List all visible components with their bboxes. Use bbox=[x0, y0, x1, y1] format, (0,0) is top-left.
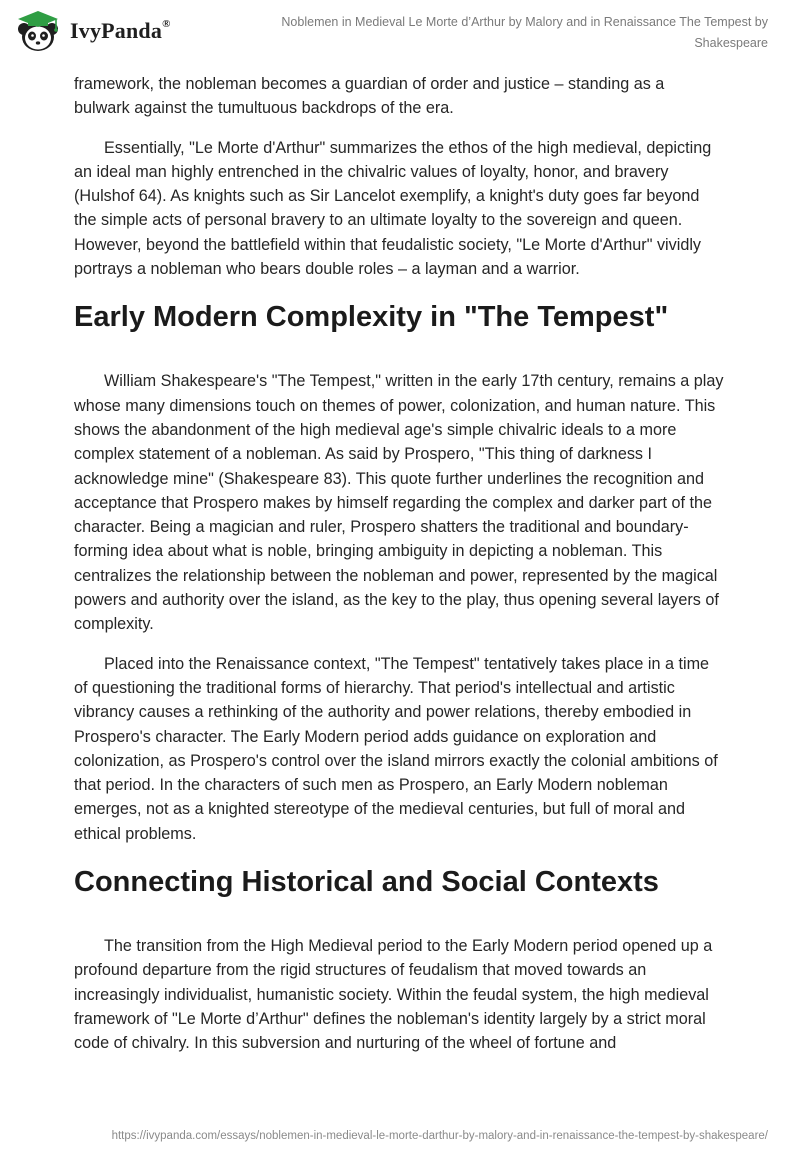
paragraph: Placed into the Renaissance context, "The Tempest" tentatively takes place in a time of questioning the traditional forms of hierarchy. That period's intellectual and artistic vibrancy causes a rethinking of the authority and power relations, thereby embodied in Prospero's character. The Early Modern period adds guidance on exploration and colonization, as Prospero's control over the island mirrors exactly the colonial ambitions of that period. In the characters of such men as Prospero, an Early Modern nobleman emerges, not as a knighted stereotype of the medieval centuries, but full of moral and ethical problems. bbox=[74, 654, 718, 843]
document-title: Noblemen in Medieval Le Morte d’Arthur by Malory and in Renaissance The Tempest by Shakespeare bbox=[281, 15, 768, 50]
ivypanda-logo[interactable] bbox=[12, 9, 171, 53]
section-heading: Early Modern Complexity in "The Tempest" bbox=[74, 301, 669, 334]
page-header bbox=[0, 0, 800, 64]
source-url[interactable]: https://ivypanda.com/essays/noblemen-in-medieval-le-morte-darthur-by-malory-and-in-renaissance-the-tempest-by-shakespeare/ bbox=[111, 1130, 768, 1142]
paragraph: William Shakespeare's "The Tempest," written in the early 17th century, remains a play whose many dimensions touch on themes of power, colonization, and human nature. This shows the abandonment of the high medieval age's simple chivalric ideals to a more complex statement of a nobleman. As said by Prospero, "This thing of darkness I acknowledge mine" (Shakespeare 83). This quote further underlines the recognition and acceptance that Prospero makes by himself regarding the complex and darker part of the character. Being a magician and ruler, Prospero shatters the traditional and boundary-forming idea about what is noble, bringing ambiguity in depicting a nobleman. This centralizes the relationship between the nobleman and power, represented by the magical powers and authority over the island, as the key to the play, thus opening several layers of complexity. bbox=[74, 372, 724, 634]
brand-text: IvyPanda bbox=[70, 18, 163, 43]
registered-mark: ® bbox=[162, 17, 171, 30]
paragraph: framework, the nobleman becomes a guardian of order and justice – standing as a bulwark against the tumultuous backdrops of the era. bbox=[74, 75, 665, 118]
paragraph: Essentially, "Le Morte d'Arthur" summarizes the ethos of the high medieval, depicting an ideal man highly entrenched in the chivalric values of loyalty, honor, and bravery (Hulshof 64). As knights such as Sir Lancelot exemplify, a knight's duty goes far beyond the simple acts of personal bravery to an ultimate loyalty to the sovereign and queen. However, beyond the battlefield within that feudalistic society, "Le Morte d'Arthur" vividly portrays a nobleman who bears double roles – a layman and a warrior. bbox=[74, 138, 712, 279]
brand-name bbox=[70, 18, 171, 44]
paragraph: The transition from the High Medieval period to the Early Modern period opened up a profound departure from the rigid structures of feudalism that moved towards an increasingly individualist, humanistic society. Within the feudal system, the high medieval framework of "Le Morte d’Arthur" defines the nobleman's identity largely by a strict moral code of chivalry. In this subversion and nurturing of the wheel of fortune and bbox=[74, 937, 713, 1053]
section-heading: Connecting Historical and Social Contexts bbox=[74, 866, 659, 899]
essay-content bbox=[74, 72, 724, 1071]
panda-graduate-icon bbox=[12, 9, 64, 53]
